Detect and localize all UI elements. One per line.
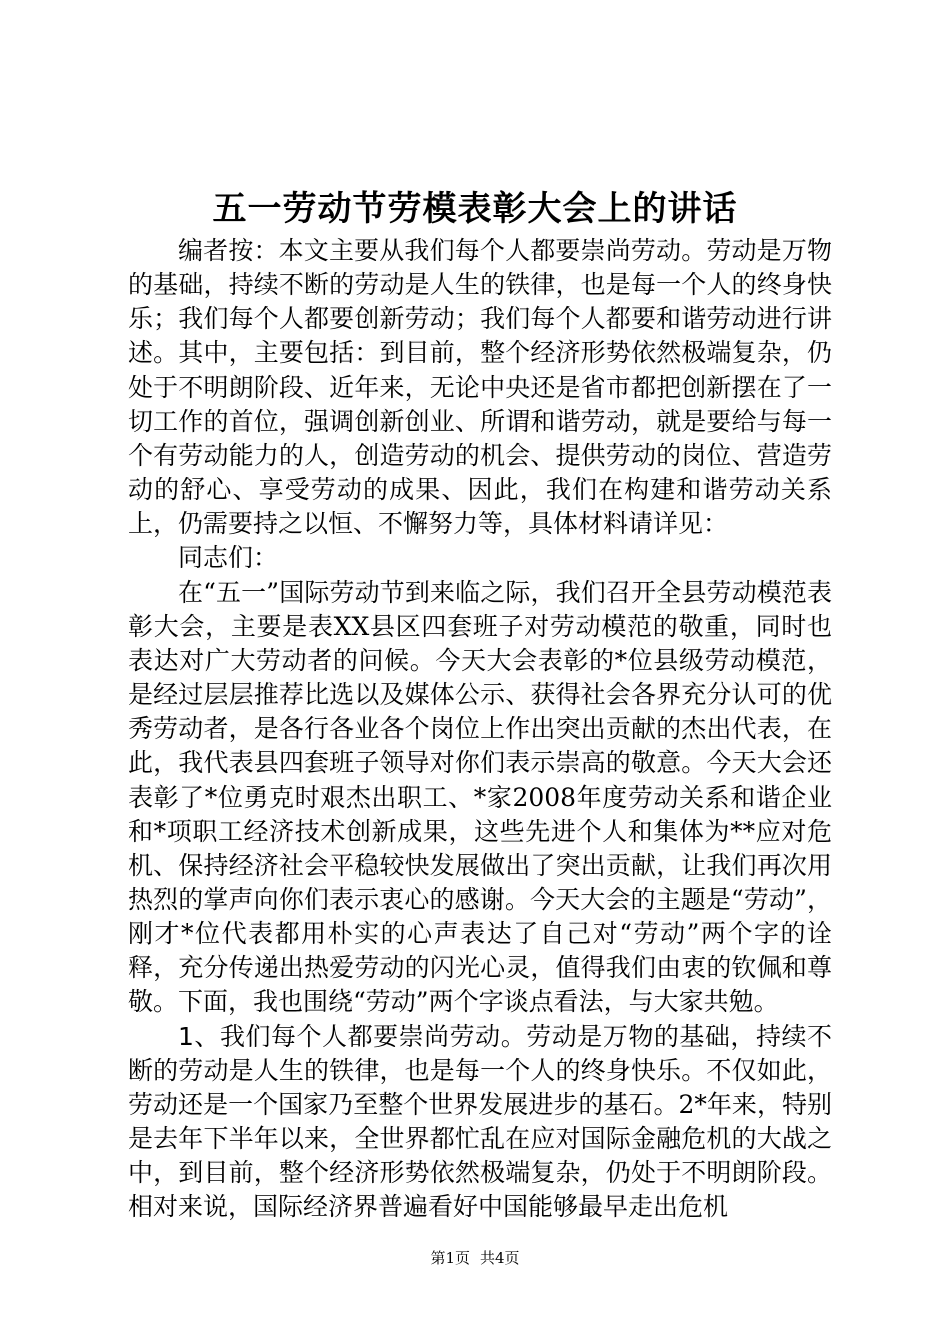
section-1-paragraph (128, 1020, 832, 1225)
document-body (128, 234, 832, 1225)
page-number: 第1页 (430, 1249, 470, 1267)
section-1-text: 劳动是万物的基础，持续不断的劳动是人生的铁律，也是每一个人的终身快乐。不仅如此，劳动还是一个国家乃至整个世界发展进步的基石。2*年来，特别是去年下半年以来，全世界都忙乱在应对国际金融危机的大战之中，到目前，整个经济形势依然极端复杂，仍处于不明朗阶段。相对来说，国际经济界普遍看好中国能够最早走出危机 (128, 1021, 832, 1222)
page-footer (0, 1248, 950, 1268)
editor-note-paragraph: 编者按：本文主要从我们每个人都要崇尚劳动。劳动是万物的基础，持续不断的劳动是人生的铁律，也是每一个人的终身快乐；我们每个人都要创新劳动；我们每个人都要和谐劳动进行讲述。其中，主要包括：到目前，整个经济形势依然极端复杂，仍处于不明朗阶段、近年来，无论中央还是省市都把创新摆在了一切工作的首位，强调创新创业、所谓和谐劳动，就是要给与每一个有劳动能力的人，创造劳动的机会、提供劳动的岗位、营造劳动的舒心、享受劳动的成果、因此，我们在构建和谐劳动关系上，仍需要持之以恒、不懈努力等，具体材料请详见： (128, 236, 832, 539)
page-total: 共4页 (480, 1249, 520, 1267)
opening-paragraph: 在“五一”国际劳动节到来临之际，我们召开全县劳动模范表彰大会，主要是表XX县区四套班子对劳动模范的敬重，同时也表达对广大劳动者的问候。今天大会表彰的*位县级劳动模范，是经过层层推荐比选以及媒体公示、获得社会各界充分认可的优秀劳动者，是各行各业各个岗位上作出突出贡献的杰出代表，在此，我代表县四套班子领导对你们表示崇高的敬意。今天大会还表彰了*位勇克时艰杰出职工、*家2008年度劳动关系和谐企业和*项职工经济技术创新成果，这些先进个人和集体为**应对危机、保持经济社会平稳较快发展做出了突出贡献，让我们再次用热烈的掌声向你们表示衷心的感谢。今天大会的主题是“劳动”，刚才*位代表都用朴实的心声表达了自己对“劳动”两个字的诠释，充分传递出热爱劳动的闪光心灵，值得我们由衷的钦佩和尊敬。下面，我也围绕“劳动”两个字谈点看法，与大家共勉。 (128, 577, 832, 1017)
section-1-heading: 1、我们每个人都要崇尚劳动。 (178, 1021, 527, 1051)
page-title: 五一劳动节劳模表彰大会上的讲话 (212, 189, 738, 229)
salutation-paragraph: 同志们： (178, 543, 279, 573)
